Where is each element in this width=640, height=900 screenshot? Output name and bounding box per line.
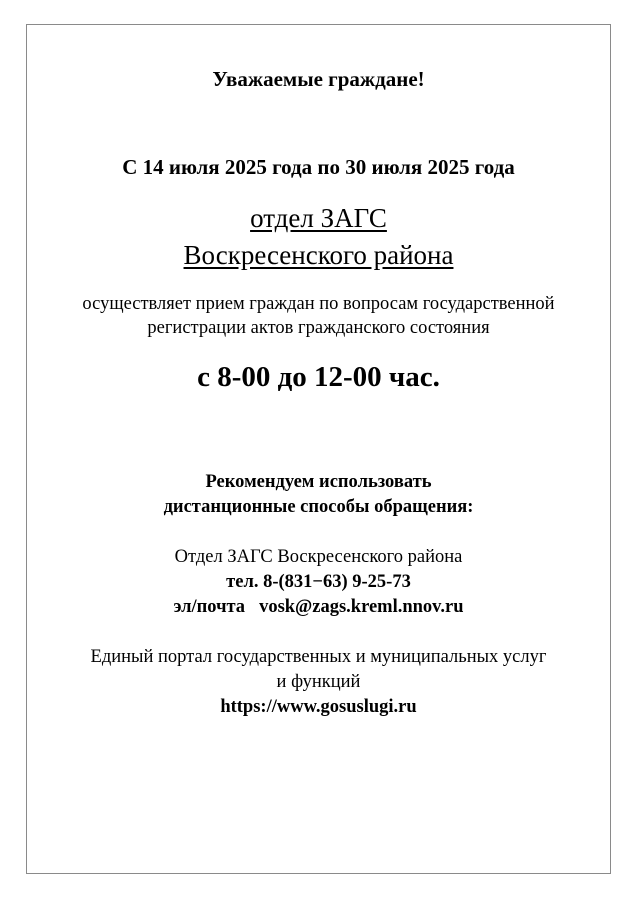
portal-url[interactable]: https://www.gosuslugi.ru bbox=[220, 697, 417, 717]
portal-line2: и функций bbox=[276, 672, 361, 692]
contact-office-name: Отдел ЗАГС Воскресенского района bbox=[174, 547, 463, 567]
office-name-line2: Воскресенского района bbox=[183, 240, 454, 270]
recommendation-line2: дистанционные способы обращения: bbox=[163, 497, 474, 517]
office-name-line1: отдел ЗАГС bbox=[250, 203, 387, 233]
recommendation-line1: Рекомендуем использовать bbox=[205, 472, 432, 492]
page-border bbox=[26, 24, 611, 874]
email-label: эл/почта bbox=[173, 597, 246, 617]
contact-phone: тел. 8-(831−63) 9-25-73 bbox=[226, 572, 411, 592]
description-line2: регистрации актов гражданского состояния bbox=[147, 318, 490, 338]
reception-hours: с 8-00 до 12-00 час. bbox=[197, 361, 440, 393]
greeting-heading: Уважаемые граждане! bbox=[212, 67, 425, 91]
email-address[interactable]: vosk@zags.kreml.nnov.ru bbox=[259, 597, 464, 617]
period-dates: С 14 июля 2025 года по 30 июля 2025 года bbox=[122, 155, 515, 179]
description-line1: осуществляет прием граждан по вопросам государственной bbox=[82, 294, 555, 314]
portal-line1: Единый портал государственных и муниципальных услуг bbox=[90, 647, 547, 667]
contact-email-row bbox=[26, 597, 611, 617]
